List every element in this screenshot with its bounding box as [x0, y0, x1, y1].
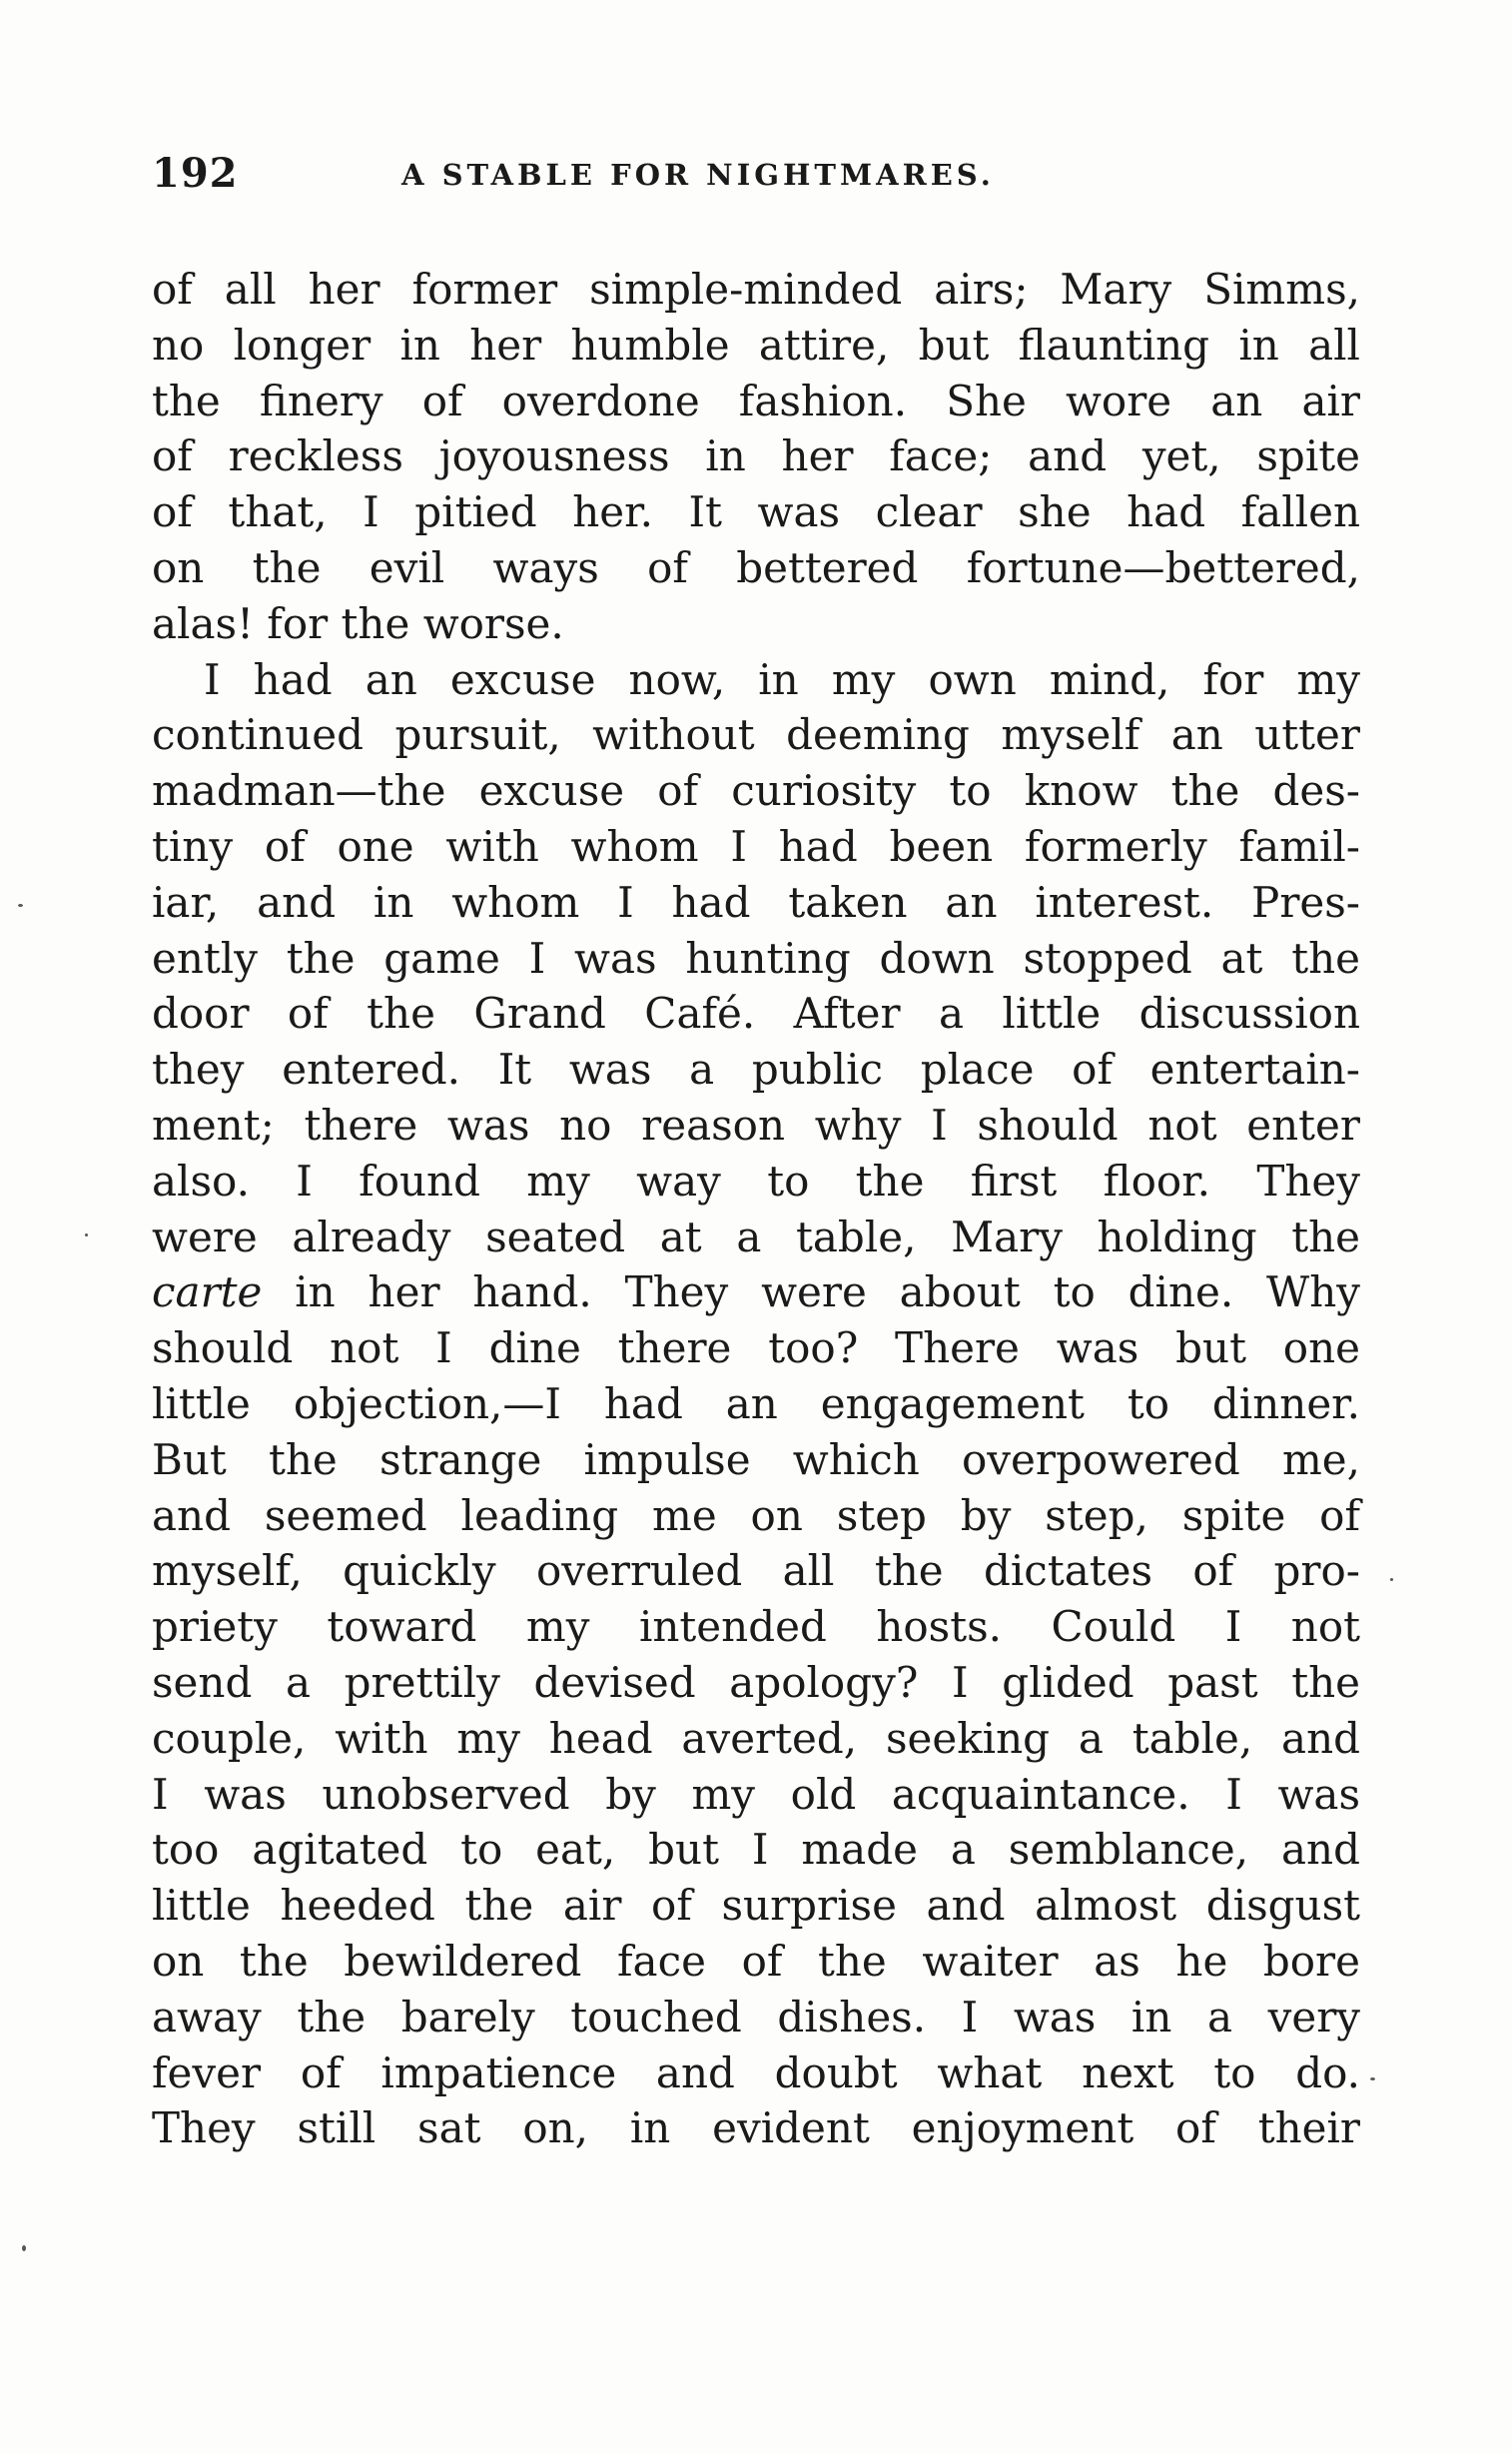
text-line: iar, and in whom I had taken an interest. Pres-: [152, 877, 1360, 927]
text-line: ment; there was no reason why I should not enter: [152, 1100, 1360, 1150]
text-line: continued pursuit, without deeming myself an utter: [152, 710, 1360, 760]
text-line-with-italic: [152, 1264, 1360, 1320]
text-line: the finery of overdone fashion. She wore an air: [152, 376, 1360, 425]
text-line: priety toward my intended hosts. Could I not: [152, 1602, 1360, 1652]
print-speck: [1370, 2077, 1375, 2080]
text-line: madman—the excuse of curiosity to know the des-: [152, 766, 1360, 816]
running-title: A STABLE FOR NIGHTMARES.: [401, 158, 995, 192]
text-line: away the barely touched dishes. I was in a very: [152, 1992, 1360, 2042]
print-speck: [18, 904, 23, 907]
body-text: [152, 262, 1360, 2156]
text-line: too agitated to eat, but I made a semblance, and: [152, 1825, 1360, 1875]
text-line: of that, I pitied her. It was clear she had fallen: [152, 487, 1360, 537]
text-line: should not I dine there too? There was but one: [152, 1323, 1360, 1373]
text-line: no longer in her humble attire, but flaunting in all: [152, 320, 1360, 370]
text-line: were already seated at a table, Mary holding the: [152, 1212, 1360, 1261]
print-speck: [1390, 1578, 1393, 1581]
text-line: tiny of one with whom I had been formerly famil-: [152, 821, 1360, 871]
text-line: of all her former simple-minded airs; Mary Simms,: [152, 265, 1360, 314]
text-line: They still sat on, in evident enjoyment of their: [152, 2103, 1360, 2153]
text-line: couple, with my head averted, seeking a table, and: [152, 1713, 1360, 1763]
text-line: ently the game I was hunting down stopped at the: [152, 933, 1360, 983]
text-line: and seemed leading me on step by step, spite of: [152, 1490, 1360, 1540]
text-line: send a prettily devised apology? I glided past the: [152, 1657, 1360, 1707]
text-line: But the strange impulse which overpowered me,: [152, 1434, 1360, 1484]
text-line: I was unobserved by my old acquaintance. I was: [152, 1769, 1360, 1819]
text-line: door of the Grand Café. After a little discussion: [152, 989, 1360, 1039]
text-line: myself, quickly overruled all the dictates of pro-: [152, 1546, 1360, 1596]
italic-word: carte: [152, 1267, 263, 1317]
text-line: fever of impatience and doubt what next to do.: [152, 2047, 1360, 2097]
text-line-rest: in her hand. They were about to dine. Why: [295, 1267, 1360, 1317]
text-line: also. I found my way to the first floor. They: [152, 1156, 1360, 1206]
page-number: 192: [152, 150, 239, 197]
page-header: [152, 150, 1350, 220]
text-line: little objection,—I had an engagement to dinner.: [152, 1378, 1360, 1428]
text-line: on the bewildered face of the waiter as he bore: [152, 1936, 1360, 1986]
text-line: alas! for the worse.: [152, 598, 564, 648]
text-line: of reckless joyousness in her face; and yet, spite: [152, 431, 1360, 481]
print-speck: [22, 2245, 26, 2251]
text-line: I had an excuse now, in my own mind, for my: [204, 654, 1360, 704]
text-line: on the evil ways of bettered fortune—bettered,: [152, 542, 1360, 592]
text-line: little heeded the air of surprise and almost disgust: [152, 1881, 1360, 1931]
text-line: they entered. It was a public place of entertain-: [152, 1045, 1360, 1095]
print-speck: [85, 1233, 88, 1236]
